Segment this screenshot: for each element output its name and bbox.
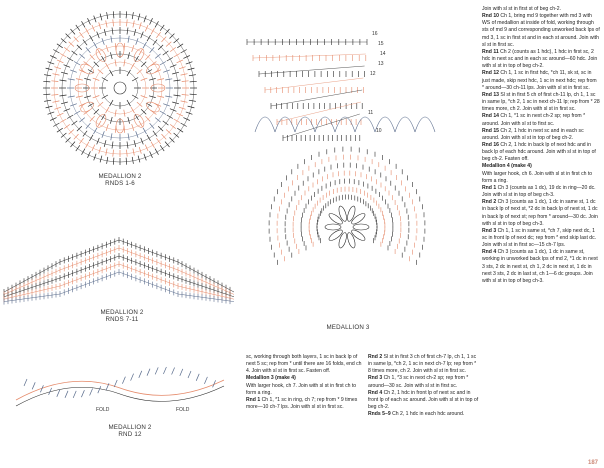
stitch-mark [90, 55, 95, 60]
rnd-label-10: 10 [376, 128, 382, 134]
round-line [265, 78, 363, 90]
stitch-mark [127, 28, 128, 35]
stitch-mark [113, 11, 114, 18]
stitch-mark [115, 59, 116, 66]
instruction-paragraph [482, 249, 600, 285]
instruction-round-label: Rnd 11 [482, 48, 499, 55]
instruction-paragraph [482, 70, 600, 91]
stitch-mark [66, 34, 71, 39]
chain-loop [325, 224, 341, 230]
fold-label-left: FOLD [96, 407, 110, 413]
instructions-mid-col-b [368, 354, 480, 418]
chain-loop [353, 224, 369, 230]
instruction-paragraph [368, 411, 480, 418]
stitch-mark [127, 142, 128, 149]
instruction-text: Ch 2 (counts as 1 hdc), 1 hdc in first sc, 2 hdc in next sc and in each sc around—60 hdc. Join with sl st in top of beg ch-2. [482, 48, 598, 70]
stitch-mark [149, 96, 156, 98]
stitch-mark [181, 74, 188, 75]
instruction-round-label: Rnd 3 [368, 375, 383, 382]
medallion2-rnds7-11-diagram [0, 232, 238, 342]
stitch-mark [134, 29, 136, 36]
instruction-paragraph [368, 390, 480, 411]
stitch-mark [172, 72, 179, 74]
stitch-mark [196, 374, 199, 381]
stitch-mark [124, 110, 125, 117]
stitch-mark [98, 386, 101, 393]
instruction-text: Ch 2, 1 hdc in next sc and in each sc around. Join with sl st in top of beg ch-2. [482, 127, 584, 141]
fold-label-right: FOLD [176, 407, 190, 413]
chain-loop [337, 232, 348, 249]
caption-m3 [298, 324, 398, 331]
instruction-paragraph [482, 185, 600, 199]
stitch-mark [94, 109, 99, 114]
stitch-mark [141, 62, 146, 67]
stitch-mark [136, 38, 138, 45]
stitch-mark [90, 389, 93, 396]
instruction-round-label: Rnd 15 [482, 127, 499, 134]
stitch-mark [182, 81, 189, 82]
stitch-mark [157, 96, 164, 98]
stitch-mark [134, 140, 136, 147]
stitch-mark [111, 36, 112, 43]
stitch-mark [128, 36, 129, 43]
stitch-mark [174, 80, 181, 81]
stitch-mark [66, 138, 71, 143]
stitch-mark [172, 102, 179, 104]
medallion2-rnds1-6-diagram [40, 8, 200, 168]
stitch-mark [204, 377, 207, 384]
stitch-mark [132, 124, 134, 131]
stitch-mark [170, 47, 176, 51]
instruction-text: sc, working through both layers, 1 sc in back lp of next 5 sc; rep from * until there are 16 folds, end ch 4. Join with sl st in first sc. Fasten off. [246, 354, 362, 375]
instruction-text: Sl st in first 5 ch of first ch-11 lp, ch 1, 1 sc in same lp, *ch 2, 1 sc in next ch-11 lp; rep from * 28 times more, ch 2. Join with sl st in first sc. [482, 91, 600, 113]
round-ring [102, 70, 138, 106]
round-line [259, 66, 365, 74]
stitch-mark [128, 117, 130, 124]
stitch-mark [174, 95, 181, 96]
chain-arch [415, 117, 435, 132]
stitch-mark [57, 128, 63, 132]
stitch-mark [124, 59, 125, 66]
chain-arch [255, 117, 275, 132]
instruction-text: Ch 1, 1 sc in first hdc, *ch 11, sk st, sc in just made, skip next hdc, 1 sc in next hdc; rep from * around—30 ch-11 lps. Join with sl st in first sc. [482, 70, 597, 91]
strip-line [16, 386, 224, 406]
stitch-mark [136, 131, 138, 138]
stitch-mark [107, 12, 108, 19]
stitch-mark [165, 96, 172, 97]
stitch-mark [53, 101, 60, 102]
stitch-mark [76, 79, 83, 81]
stitch-mark [182, 95, 189, 96]
instruction-round-label: Rnd 10 [482, 13, 499, 20]
stitch-mark [104, 140, 106, 147]
instruction-round-label: Rnd 1 [482, 184, 497, 191]
stitch-mark [145, 55, 150, 60]
caption-line: MEDALLION 2 [100, 309, 144, 316]
stitch-mark [102, 131, 104, 138]
caption-line: MEDALLION 2 [108, 424, 152, 431]
stitch-mark [132, 12, 133, 19]
rnd-label-14: 14 [380, 51, 386, 57]
stitch-mark [156, 138, 160, 144]
stitch-mark [163, 367, 166, 374]
instruction-paragraph [482, 49, 600, 70]
stitch-mark [61, 72, 68, 74]
instruction-text: Ch 2, 1 hdc in back lp of next hdc and in back lp of each hdc around. Join with sl st in top of beg ch-2. Fasten off. [482, 141, 596, 163]
stitch-mark [54, 107, 61, 109]
instruction-paragraph [482, 128, 600, 142]
stitch-mark [155, 367, 158, 374]
stitch-mark [102, 38, 104, 45]
stitch-mark [60, 95, 67, 96]
stitch-mark [53, 74, 60, 75]
instruction-text: Sl st in first 3 ch of first ch-7 lp, ch 1, 1 sc in same lp, *ch 2, 1 sc in next ch-7 lp; rep from * 8 times more, ch 2. Join with sl st in first sc. [368, 354, 477, 375]
instruction-paragraph [246, 397, 364, 411]
stitch-mark [126, 11, 127, 18]
instruction-paragraph [482, 6, 600, 13]
stitch-mark [157, 79, 164, 81]
stitch-mark [179, 67, 186, 69]
instruction-paragraph [482, 228, 600, 249]
stitch-mark [46, 68, 53, 70]
stitch-mark [163, 70, 170, 72]
stitch-mark [68, 96, 75, 97]
stitch-mark [147, 369, 150, 376]
instruction-round-label: Rnd 14 [482, 113, 499, 120]
stitch-mark [139, 22, 141, 29]
stitch-mark [84, 78, 91, 80]
stitch-mark [139, 371, 142, 378]
instruction-round-label: Rnd 4 [368, 389, 383, 396]
instruction-text: With larger hook, ch 7. Join with sl st in first ch to form a ring. [246, 382, 357, 396]
rnd-label-13: 13 [378, 61, 384, 67]
stitch-mark [99, 147, 101, 154]
instruction-round-label: Rnd 3 [482, 227, 497, 234]
instruction-round-label: Medallion 3 (make 4) [246, 375, 296, 382]
rnd-label-12: 12 [370, 71, 376, 77]
instruction-text: Ch 1, *3 sc in next ch-2 sp; rep from * around—30 sc. Join with sl st in first sc. [368, 375, 469, 389]
stitch-mark [110, 117, 112, 124]
stitch-mark [132, 157, 133, 164]
stitch-mark [99, 22, 101, 29]
stitch-mark [127, 19, 128, 26]
chain-arch [395, 117, 415, 132]
caption-line: MEDALLION 2 [98, 173, 142, 180]
stitch-mark [106, 149, 107, 156]
stitch-mark [65, 391, 68, 398]
stitch-mark [64, 124, 70, 128]
stitch-mark [94, 62, 99, 67]
center-ring [114, 82, 126, 94]
stitch-mark [44, 75, 51, 76]
chain-arch [315, 117, 335, 132]
strip-line [16, 380, 224, 400]
stitch-mark [189, 100, 196, 101]
stitch-mark [160, 145, 164, 151]
instruction-paragraph [482, 171, 600, 185]
stitch-mark [180, 369, 183, 376]
chain-loop [346, 232, 357, 249]
instruction-paragraph [246, 354, 364, 375]
stitch-mark [104, 29, 106, 36]
instruction-text: Ch 3 (counts as 1 dc), 1 dc in same st, working in unworked back lps of md 2, *1 dc in next 3 sts, 2 dc in next st, ch 1, 2 dc in next st, 1 dc in next 3 sts, 2 dc in last st, ch 1—6 dc groups. Join with sl st in top of beg ch-3. [482, 249, 598, 284]
stitch-mark [100, 156, 102, 163]
caption-m2-rnd12 [80, 424, 180, 438]
instruction-text: Ch 2, 1 hdc in each hdc around. [390, 411, 465, 418]
stitch-mark [70, 104, 77, 106]
page-number: 187 [587, 460, 598, 466]
stitch-mark [76, 25, 80, 31]
caption-line: RNDS 1-6 [105, 180, 135, 187]
instruction-text: Ch 1, 1 sc in same st, *ch 7, skip next dc, 1 sc in front lp of next dc; rep from * end skip last dc. Join with sl st in first sc—15 ch-7 lps. [482, 227, 597, 249]
stitch-mark [138, 156, 140, 163]
stitch-mark [32, 382, 35, 389]
caption-line: RND 12 [118, 431, 142, 438]
chain-arch [295, 117, 315, 132]
stitch-mark [156, 32, 160, 38]
stitch-mark [24, 379, 27, 386]
stitch-mark [177, 44, 183, 48]
rnd-label-11: 11 [368, 110, 374, 116]
stitch-mark [149, 78, 156, 80]
stitch-mark [127, 150, 128, 157]
stitch-mark [107, 157, 108, 164]
stitch-mark [44, 100, 51, 101]
caption-m2-rnds1-6 [70, 173, 170, 187]
stitch-mark [90, 116, 95, 121]
stitch-mark [138, 14, 140, 21]
instruction-paragraph [482, 13, 600, 49]
stitch-mark [172, 368, 175, 375]
stitch-mark [60, 80, 67, 81]
stitch-mark [190, 94, 197, 95]
instruction-paragraph [482, 163, 600, 170]
caption-m2-rnds7-11 [72, 309, 172, 323]
rnd-label-15: 15 [378, 41, 384, 47]
stitch-mark [106, 124, 108, 131]
instruction-paragraph [482, 92, 600, 113]
chain-arch [335, 117, 355, 132]
instruction-round-label: Rnd 2 [368, 354, 383, 360]
stitch-mark [51, 95, 58, 96]
stitch-mark [110, 52, 112, 59]
round-ring [78, 46, 162, 130]
stitch-mark [188, 371, 191, 378]
instruction-paragraph [246, 375, 364, 382]
round-line [253, 54, 366, 58]
stitch-mark [77, 45, 82, 50]
stitch-mark [51, 81, 58, 82]
instruction-paragraph [482, 142, 600, 163]
stitch-mark [181, 101, 188, 102]
instruction-text: Join with sl st in first st of beg ch-2. [482, 6, 561, 12]
instruction-round-label: Rnd 16 [482, 141, 499, 148]
rnd-label-16: 16 [372, 31, 378, 37]
stitch-mark [76, 96, 83, 98]
round-line [283, 114, 360, 138]
medallion3-diagram [244, 22, 450, 322]
stitch-mark [128, 52, 130, 59]
instruction-round-label: Rnd 13 [482, 91, 499, 98]
stitch-mark [141, 109, 146, 114]
stitch-mark [84, 96, 91, 98]
instruction-round-label: Rnd 2 [482, 199, 497, 206]
stitch-mark [106, 45, 108, 52]
stitch-mark [112, 142, 113, 149]
stitch-mark [81, 390, 84, 397]
stitch-mark [106, 21, 107, 28]
instruction-text: Ch 3 (counts as 1 dc), 19 dc in ring—20 dc. Join with sl st in top of beg ch-3. [482, 184, 596, 199]
stitch-mark [165, 79, 172, 80]
caption-line: MEDALLION 3 [326, 324, 370, 331]
stitch-mark [188, 106, 195, 108]
stitch-mark [79, 138, 83, 144]
instruction-text: Ch 3 (counts as 1 dc), 1 dc in same st, 1 dc in back lp of next st, *2 dc in back lp of next st, 1 dc in back lp of next st; rep from * around—30 dc. Join with sl st in top of beg ch-3. [482, 199, 598, 227]
instruction-text: Ch 2, 1 hdc in front lp of next sc and in front lp of each sc around. Join with sl st in top of beg ch-2. [368, 389, 479, 411]
stitch-mark [57, 44, 63, 48]
stitch-mark [170, 124, 176, 128]
stitch-mark [126, 158, 127, 165]
instruction-paragraph [482, 199, 600, 228]
stitch-mark [160, 25, 164, 31]
stitch-mark [158, 45, 163, 50]
stitch-mark [145, 116, 150, 121]
instruction-paragraph [368, 354, 480, 375]
stitch-mark [76, 145, 80, 151]
instruction-text: Ch 1, *1 sc in next ch-2 sp; rep from * around. Join with sl st to first sc. [482, 113, 586, 127]
instruction-round-label: Rnd 12 [482, 70, 499, 77]
stitch-mark [113, 150, 114, 157]
stitch-mark [100, 14, 102, 21]
stitch-mark [128, 133, 129, 140]
stitch-mark [115, 110, 116, 117]
stitch-mark [177, 128, 183, 132]
instruction-paragraph [482, 113, 600, 127]
stitch-mark [170, 34, 175, 39]
round-line [4, 272, 234, 302]
instruction-text: Ch 1, bring md 9 together with md 3 with WS of medallion at inside of fold, working through sts of md 9 and corresponding unworked back lps of md 3, 1 sc in first st and in each st around. Join with sl st in first sc. [482, 13, 600, 48]
stitch-mark [131, 374, 134, 381]
instruction-paragraph [368, 375, 480, 389]
instruction-text: With larger hook, ch 6. Join with sl st in first ch to form a ring. [482, 170, 593, 184]
instruction-round-label: Rnd 4 [482, 249, 497, 256]
stitch-mark [114, 380, 117, 387]
stitch-mark [158, 126, 163, 131]
caption-line: RNDS 7-11 [105, 316, 139, 323]
stitch-mark [163, 104, 170, 106]
chain-loop [346, 205, 357, 222]
stitch-mark [68, 79, 75, 80]
stitch-mark [111, 133, 112, 140]
instructions-mid-col-a [246, 354, 364, 411]
stitch-mark [73, 391, 76, 398]
stitch-mark [189, 75, 196, 76]
stitch-mark [133, 149, 134, 156]
instruction-round-label: Rnd 1 [246, 396, 261, 403]
stitch-mark [188, 68, 195, 70]
stitch-mark [132, 45, 134, 52]
instruction-text: Ch 1, *1 sc in ring, ch 7; rep from * 9 times more—10 ch-7 lps. Join with sl st in first sc. [246, 396, 358, 411]
stitch-mark [113, 158, 114, 165]
stitch-mark [112, 28, 113, 35]
instructions-right-col [482, 6, 600, 285]
round-line [271, 90, 362, 106]
stitch-mark [64, 47, 70, 51]
stitch-mark [179, 107, 186, 109]
stitch-mark [46, 106, 53, 108]
stitch-mark [79, 32, 83, 38]
stitch-mark [54, 67, 61, 69]
stitch-mark [70, 70, 77, 72]
stitch-mark [190, 81, 197, 82]
stitch-mark [77, 126, 82, 131]
instruction-round-label: Rnds 5–9 [368, 411, 391, 418]
stitch-mark [133, 21, 134, 28]
chain-arch [355, 117, 375, 132]
stitch-mark [43, 94, 50, 95]
stitch-mark [61, 102, 68, 104]
stitch-mark [139, 147, 141, 154]
stitch-mark [170, 138, 175, 143]
instruction-round-label: Medallion 4 (make 4) [482, 163, 532, 170]
stitch-mark [113, 19, 114, 26]
stitch-mark [43, 81, 50, 82]
instruction-paragraph [246, 383, 364, 397]
stitch-mark [122, 377, 125, 384]
stitch-mark [57, 390, 60, 397]
chain-loop [337, 205, 348, 222]
